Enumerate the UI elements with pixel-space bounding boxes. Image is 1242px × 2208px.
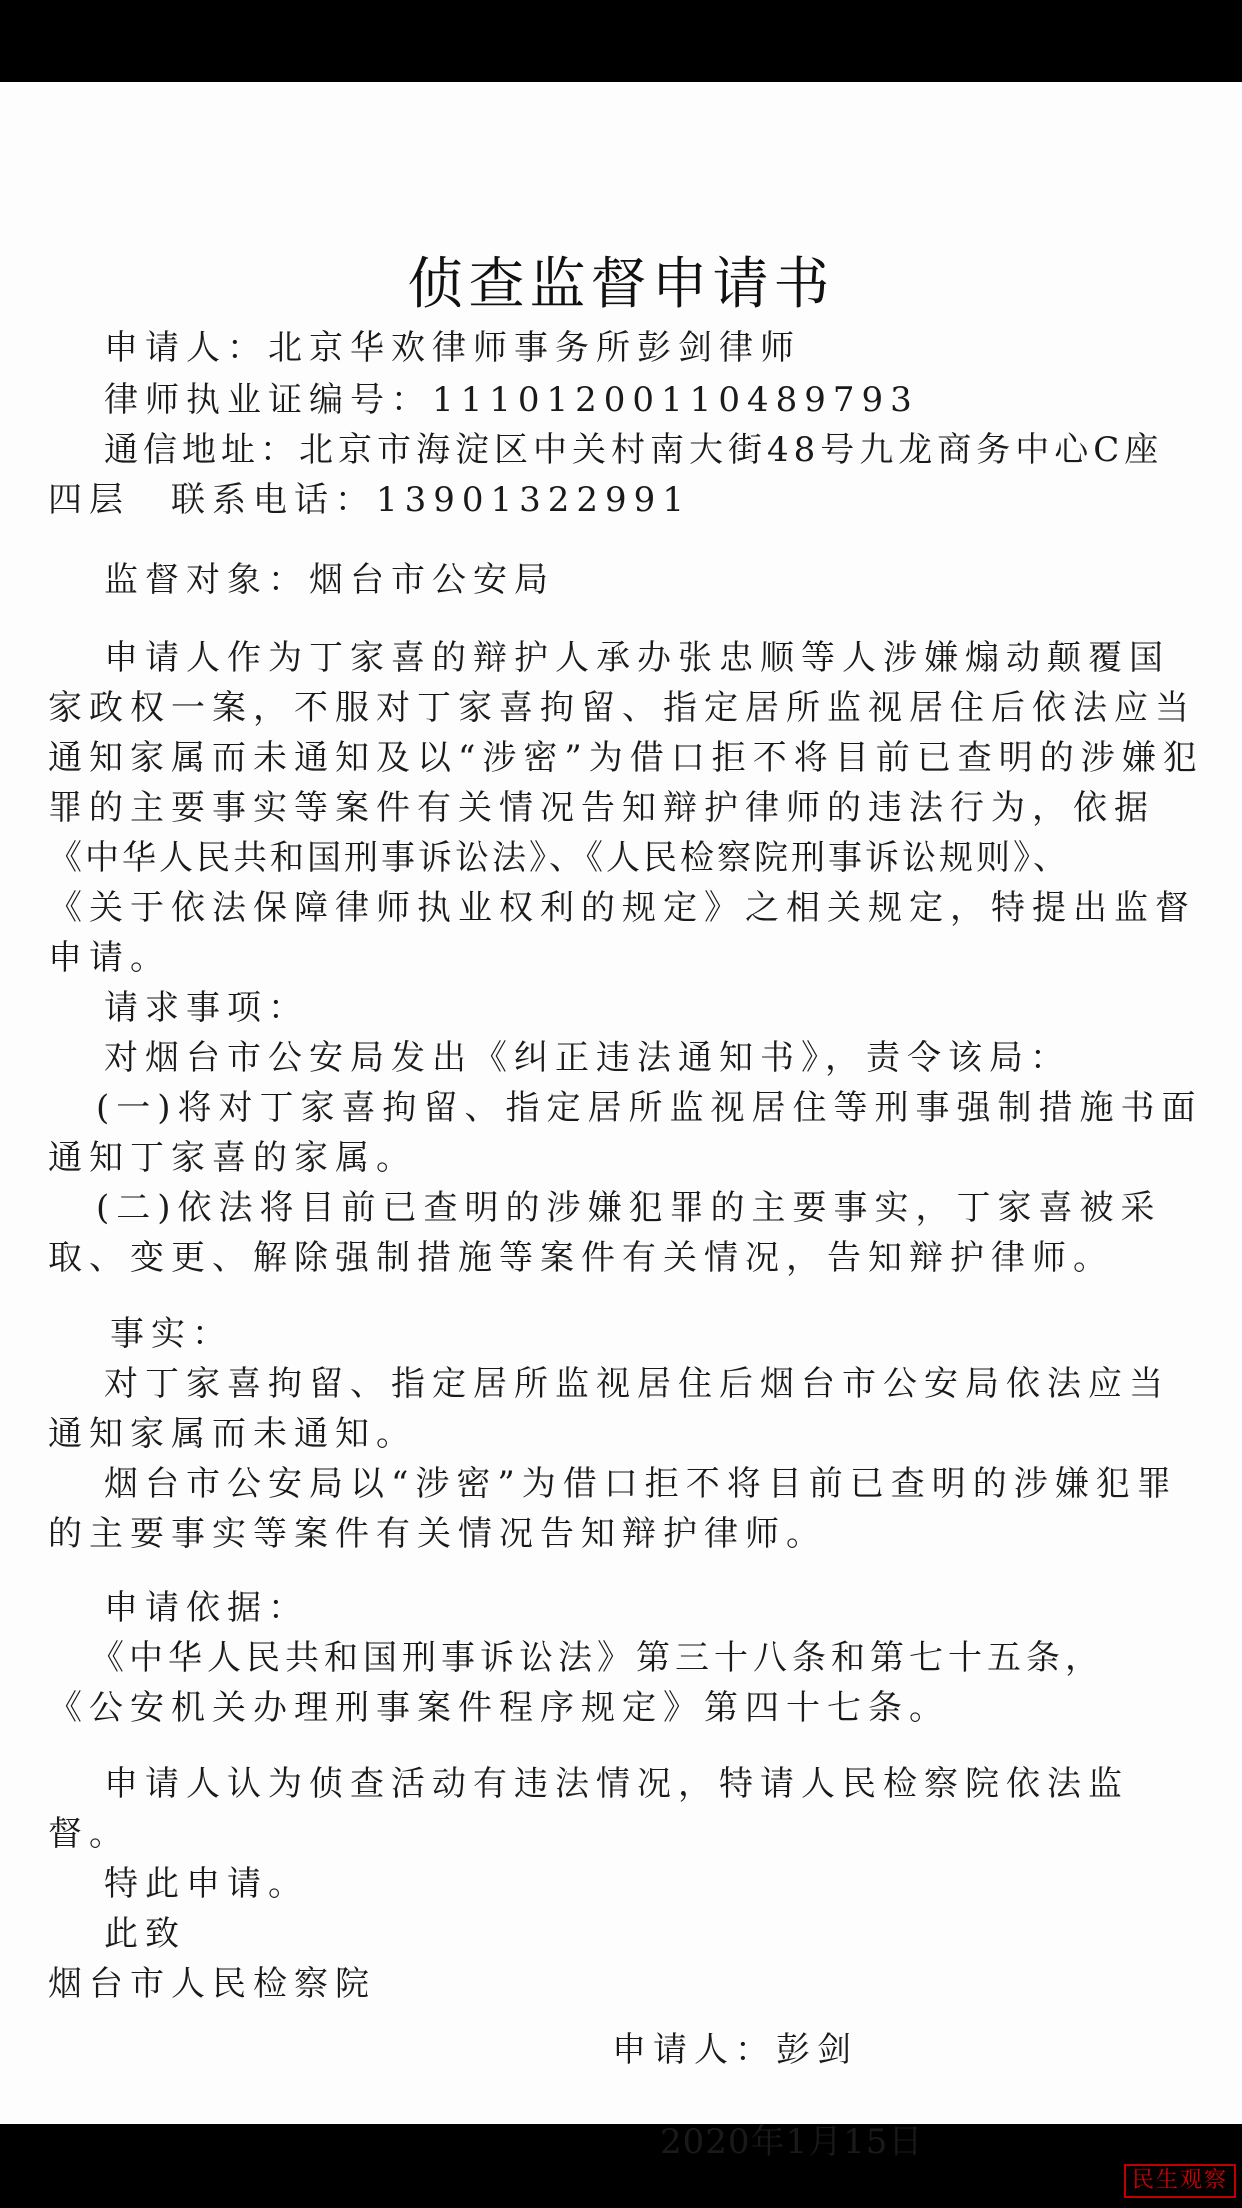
request-item-1-cont: 通知丁家喜的家属。 bbox=[48, 1138, 417, 1178]
conclusion-line: 督。 bbox=[48, 1814, 130, 1854]
salutation-line: 此致 bbox=[104, 1914, 186, 1954]
body-paragraph-line: 通知家属而未通知及以“涉密”为借口拒不将目前已查明的涉嫌犯 bbox=[48, 738, 1204, 778]
body-paragraph-line: 申请。 bbox=[48, 938, 171, 978]
license-number-line: 律师执业证编号：11101200110489793 bbox=[104, 380, 919, 420]
document-date: 2020年1月15日 bbox=[660, 2122, 924, 2162]
address-line: 通信地址：北京市海淀区中关村南大街48号九龙商务中心C座 bbox=[104, 430, 1164, 470]
document-title: 侦查监督申请书 bbox=[407, 252, 835, 317]
facts-line: 烟台市公安局以“涉密”为借口拒不将目前已查明的涉嫌犯罪 bbox=[104, 1464, 1178, 1504]
watermark-logo: 民生观察 bbox=[1124, 2164, 1236, 2198]
supervision-target-line: 监督对象：烟台市公安局 bbox=[104, 560, 555, 600]
request-item-1: (一)将对丁家喜拘留、指定居所监视居住等刑事强制措施书面 bbox=[96, 1088, 1203, 1128]
body-paragraph-line: 罪的主要事实等案件有关情况告知辩护律师的违法行为，依据 bbox=[48, 788, 1155, 828]
request-heading: 请求事项： bbox=[104, 988, 309, 1028]
basis-line: 《公安机关办理刑事案件程序规定》第四十七条。 bbox=[48, 1688, 950, 1728]
document-page bbox=[0, 82, 1242, 2162]
facts-line: 对丁家喜拘留、指定居所监视居住后烟台市公安局依法应当 bbox=[104, 1364, 1170, 1404]
applicant-line: 申请人：北京华欢律师事务所彭剑律师 bbox=[104, 328, 801, 368]
signature-line: 申请人：彭剑 bbox=[612, 2030, 858, 2070]
body-paragraph-line: 家政权一案，不服对丁家喜拘留、指定居所监视居住后依法应当 bbox=[48, 688, 1196, 728]
facts-line: 的主要事实等案件有关情况告知辩护律师。 bbox=[48, 1514, 827, 1554]
body-paragraph-line: 《中华人民共和国刑事诉讼法》、《人民检察院刑事诉讼规则》、 bbox=[48, 838, 1070, 878]
address-phone-line: 四层 联系电话：13901322991 bbox=[48, 480, 691, 520]
facts-line: 通知家属而未通知。 bbox=[48, 1414, 417, 1454]
closing-line: 特此申请。 bbox=[104, 1864, 309, 1904]
basis-line: 《中华人民共和国刑事诉讼法》第三十八条和第七十五条， bbox=[90, 1638, 1104, 1678]
body-paragraph-line: 《关于依法保障律师执业权利的规定》之相关规定，特提出监督 bbox=[48, 888, 1196, 928]
body-paragraph-line: 申请人作为丁家喜的辩护人承办张忠顺等人涉嫌煽动颠覆国 bbox=[104, 638, 1170, 678]
facts-heading: 事实： bbox=[110, 1314, 233, 1354]
conclusion-line: 申请人认为侦查活动有违法情况，特请人民检察院依法监 bbox=[104, 1764, 1129, 1804]
request-item-2-cont: 取、变更、解除强制措施等案件有关情况，告知辩护律师。 bbox=[48, 1238, 1114, 1278]
recipient-line: 烟台市人民检察院 bbox=[48, 1964, 376, 2004]
request-line: 对烟台市公安局发出《纠正违法通知书》，责令该局： bbox=[104, 1038, 1071, 1078]
basis-heading: 申请依据： bbox=[104, 1588, 309, 1628]
request-item-2: (二)依法将目前已查明的涉嫌犯罪的主要事实，丁家喜被采 bbox=[96, 1188, 1162, 1228]
